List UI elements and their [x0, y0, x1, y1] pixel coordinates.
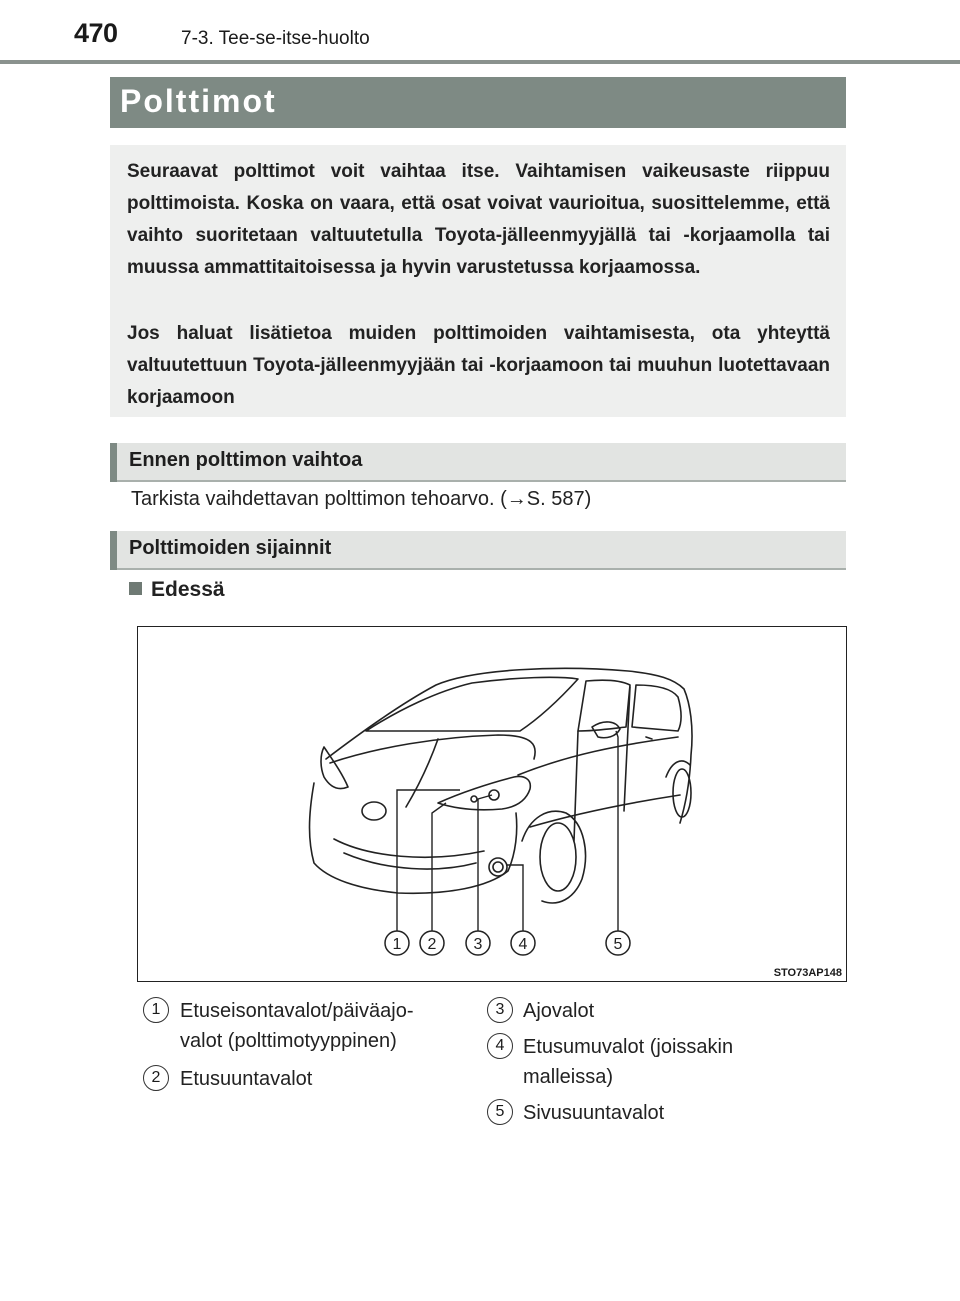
legend-item-4-line1: Etusumuvalot (joissakin [523, 1036, 734, 1058]
callout-5: 5 [613, 936, 623, 953]
title-bar [110, 77, 846, 128]
callout-4: 4 [518, 936, 528, 953]
car-drawing [138, 627, 846, 981]
legend-item-3: Ajovalot [523, 1000, 595, 1022]
legend-item-2: Etusuuntavalot [180, 1068, 313, 1090]
intro-box [110, 145, 846, 417]
section-heading-label: Polttimoiden sijainnit [129, 537, 332, 559]
callout-2: 2 [427, 936, 437, 953]
check-wattage-text: Tarkista vaihdettavan polttimon tehoarvo. (→S. 587) [131, 488, 592, 510]
chapter-title: 7-3. Tee-se-itse-huolto [181, 28, 370, 49]
figure-code: STO73AP148 [773, 967, 842, 979]
page-number: 470 [74, 18, 118, 48]
legend-number-4: 4 [487, 1033, 513, 1059]
section-marker-bar [110, 443, 117, 482]
callout-1: 1 [392, 936, 402, 953]
legend-item-1-line1: Etuseisontavalot/päiväajo- [180, 1000, 414, 1022]
callout-3: 3 [473, 936, 483, 953]
legend-item-4 [523, 1032, 733, 1092]
legend-number-2: 2 [143, 1065, 169, 1091]
legend-item-1-line2: valot (polttimotyyppinen) [180, 1030, 397, 1052]
legend-item-4-line2: malleissa) [523, 1066, 614, 1088]
car-front-illustration [137, 626, 847, 982]
section-marker-bar [110, 531, 117, 570]
intro-paragraph-2: Jos haluat lisätietoa muiden polttimoiden vaihtamisesta, ota yhteyttä valtuutettuun Toyota-jälleenmyyjään tai -korjaamoon tai muuhun luotettavaan korjaamoon [127, 323, 830, 408]
legend-item-1 [180, 996, 413, 1056]
square-bullet-icon [129, 582, 142, 595]
subheading-front [129, 578, 225, 602]
section-heading-label: Ennen polttimon vaihtoa [129, 449, 363, 471]
legend-item-5: Sivusuuntavalot [523, 1102, 665, 1124]
legend-number-3: 3 [487, 997, 513, 1023]
legend-number-5: 5 [487, 1099, 513, 1125]
legend-number-1: 1 [143, 997, 169, 1023]
page-title: Polttimot [120, 83, 277, 119]
subheading-front-label: Edessä [151, 578, 225, 601]
section-heading-bulb-locations [110, 531, 846, 570]
section-heading-before-replacement [110, 443, 846, 482]
intro-paragraph-1: Seuraavat polttimot voit vaihtaa itse. Vaihtamisen vaikeusaste riippuu polttimoista. Koska on vaara, että osat voivat vaurioitua, suosittelemme, että vaihto suoritetaan valtuutetulla Toyota-jälleenmyyjällä tai -korjaamolla tai muussa ammattitaitoisessa ja hyvin varustetussa korjaamossa. [127, 161, 830, 278]
header-rule [0, 60, 960, 64]
